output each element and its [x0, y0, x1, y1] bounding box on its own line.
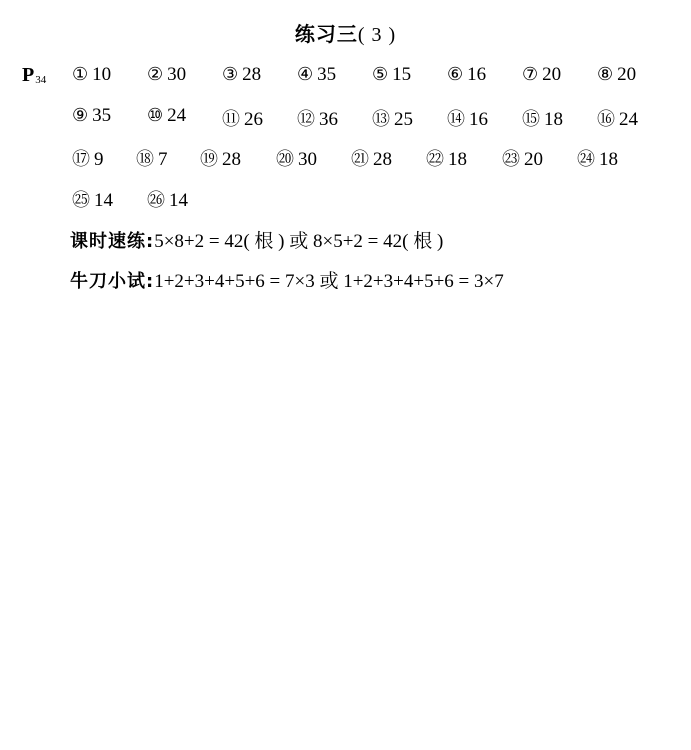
answer-item: ③ 28	[222, 64, 262, 85]
title-number: ( 3 )	[357, 24, 397, 46]
trial-line	[70, 266, 504, 293]
answer-item: ⑤ 15	[372, 64, 412, 85]
page-title	[0, 18, 691, 47]
answer-item: ② 30	[147, 64, 187, 85]
answer-row-3	[72, 145, 672, 186]
answer-item: ⑫ 36	[297, 108, 338, 130]
answer-row-4	[72, 186, 672, 227]
answer-item: ㉓ 20	[502, 149, 543, 170]
title-main: 练习三	[294, 22, 358, 46]
trial-label: 牛刀小试:	[70, 271, 155, 292]
answer-item: ⑰ 9	[72, 149, 104, 170]
answer-item: ⑦ 20	[522, 64, 562, 85]
answer-item: ㉒ 18	[426, 149, 467, 170]
practice-line	[70, 226, 443, 253]
answer-item: ① 10	[72, 64, 112, 85]
answer-item: ⑱ 7	[136, 149, 168, 170]
answer-item: ⑩ 24	[147, 104, 187, 126]
answer-row-2	[72, 105, 672, 146]
answer-item: ⑬ 25	[372, 108, 413, 130]
answer-item: ⑨ 35	[72, 104, 112, 126]
answer-item: ⑮ 18	[522, 108, 563, 130]
answer-list	[72, 64, 672, 226]
answer-item: ⑯ 24	[597, 108, 638, 130]
answer-item: ④ 35	[297, 64, 337, 85]
page-reference	[22, 64, 46, 87]
answer-item: ㉑ 28	[351, 149, 392, 170]
answer-item: ⑧ 20	[597, 64, 637, 85]
page-ref-number: 34	[35, 74, 47, 86]
answer-item: ㉕ 14	[72, 189, 113, 211]
answer-item: ⑥ 16	[447, 64, 487, 85]
answer-item: ⑭ 16	[447, 108, 488, 130]
answer-item: ㉔ 18	[577, 149, 618, 170]
page-ref-letter: P	[22, 64, 35, 86]
answer-item: ⑲ 28	[200, 149, 241, 170]
answer-item: ㉖ 14	[147, 189, 188, 211]
answer-item: ⑪ 26	[222, 108, 263, 130]
practice-label: 课时速练:	[70, 231, 155, 252]
practice-expression: 5×8+2 = 42( 根 ) 或 8×5+2 = 42( 根 )	[154, 231, 444, 252]
answer-item: ⑳ 30	[276, 149, 317, 170]
trial-expression: 1+2+3+4+5+6 = 7×3 或 1+2+3+4+5+6 = 3×7	[154, 271, 504, 292]
answer-row-1	[72, 64, 672, 105]
